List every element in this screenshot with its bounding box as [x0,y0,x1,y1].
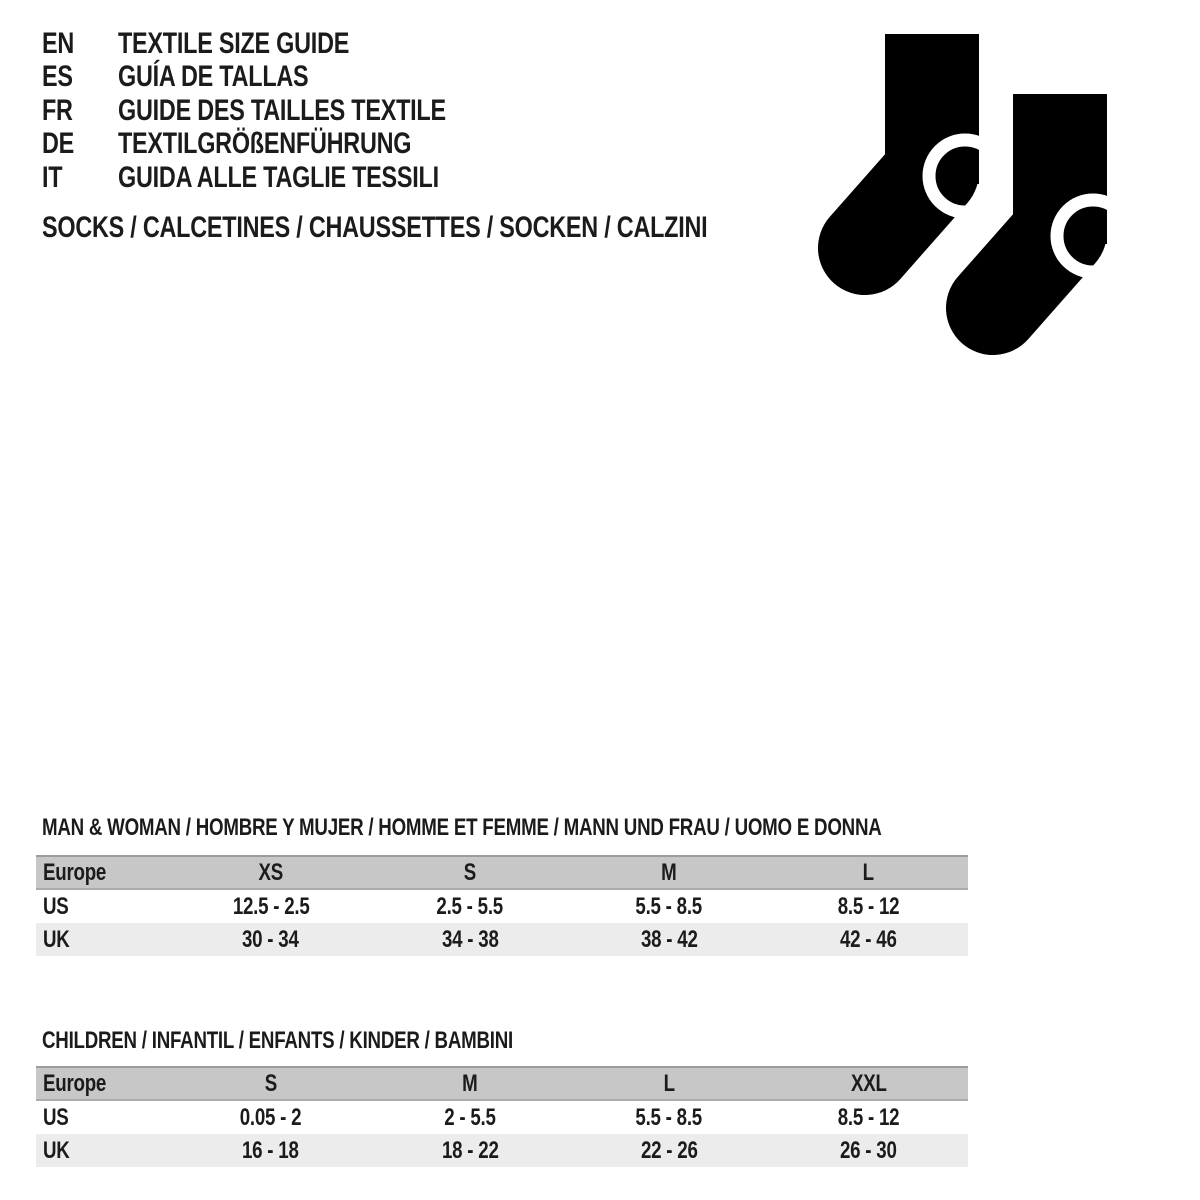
header-cell-s: S [171,1067,370,1100]
size-value: 30 - 34 [171,923,370,956]
size-value: 8.5 - 12 [837,1103,900,1131]
size-value: 8.5 - 12 [837,892,900,920]
size-value: 18 - 22 [370,1134,569,1167]
language-label: TEXTILE SIZE GUIDE [118,27,350,60]
size-value: 2 - 5.5 [444,1103,496,1131]
language-code: EN [42,27,75,60]
language-label: TEXTILGRÖßENFÜHRUNG [118,127,412,161]
language-row-en [42,27,538,60]
children-size-section [36,1027,968,1167]
socks-icon [795,22,1125,367]
header-cell-s: S [370,856,569,889]
adult-table-header-row [36,856,968,889]
language-code: DE [42,127,75,161]
size-value: 34 - 38 [370,923,569,956]
size-value: 5.5 - 8.5 [635,892,703,920]
row-label: US [43,892,69,920]
language-row-es [42,60,538,93]
language-label: GUIDA ALLE TAGLIE TESSILI [118,160,439,194]
language-label: GUÍA DE TALLAS [118,60,309,94]
size-value: 12.5 - 2.5 [232,892,310,920]
language-label: GUIDE DES TAILLES TEXTILE [118,93,446,127]
adult-table-title: MAN & WOMAN / HOMBRE Y MUJER / HOMME ET FEMME / MANN UND FRAU / UOMO E DONNA [42,814,882,841]
size-value: 38 - 42 [570,923,769,956]
header-cell-m: M [370,1067,569,1100]
header-cell-europe: Europe [36,1067,171,1100]
header-cell-l: L [570,1067,769,1100]
row-label: UK [36,1134,171,1167]
header-cell-l: L [769,856,968,889]
size-value: 0.05 - 2 [239,1103,302,1131]
adult-uk-row [36,923,968,956]
language-code: IT [42,160,63,194]
header-cell-xxl: XXL [769,1067,968,1100]
language-list [42,27,538,194]
children-table-header-row [36,1067,968,1100]
adult-us-row [36,889,968,923]
row-label: US [43,1103,69,1131]
size-value: 2.5 - 5.5 [436,892,504,920]
size-value: 26 - 30 [769,1134,968,1167]
children-uk-row [36,1134,968,1167]
header-cell-m: M [570,856,769,889]
size-value: 16 - 18 [171,1134,370,1167]
size-value: 22 - 26 [570,1134,769,1167]
language-row-it [42,161,538,194]
language-code: ES [42,60,73,94]
children-us-row [36,1100,968,1134]
header-cell-xs: XS [171,856,370,889]
language-row-fr [42,94,538,127]
language-code: FR [42,93,73,127]
size-value: 42 - 46 [769,923,968,956]
children-size-table [36,1066,968,1167]
product-category-title: SOCKS / CALCETINES / CHAUSSETTES / SOCKEN / CALZINI [42,211,708,244]
adult-size-section [36,814,968,956]
row-label: UK [36,923,171,956]
adult-size-table [36,855,968,956]
header-cell-europe: Europe [36,856,171,889]
size-value: 5.5 - 8.5 [635,1103,703,1131]
language-row-de [42,127,538,160]
children-table-title: CHILDREN / INFANTIL / ENFANTS / KINDER / BAMBINI [42,1027,513,1054]
